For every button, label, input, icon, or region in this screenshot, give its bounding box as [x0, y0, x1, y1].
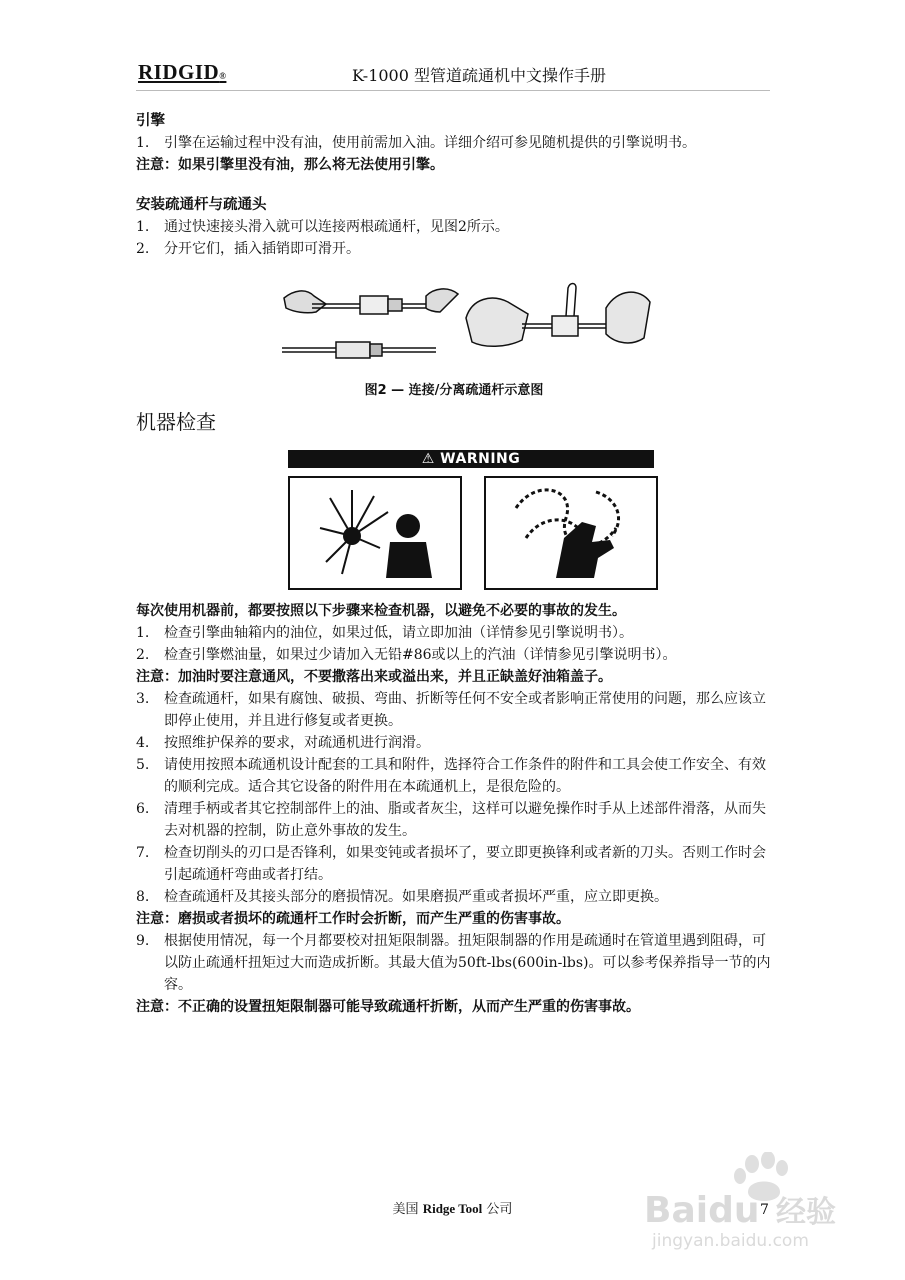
- connecting-rods-drawing: [284, 289, 458, 314]
- list-item-number: 1.: [136, 219, 150, 235]
- list-item-text: 分开它们，插入插销即可滑开。: [164, 241, 360, 257]
- install-list: [136, 216, 772, 260]
- list-item: [136, 216, 772, 238]
- separating-rods-drawing: [466, 284, 650, 347]
- content-body: [136, 110, 772, 1018]
- list-item: [136, 644, 772, 666]
- list-item-text: 请使用按照本疏通机设计配套的工具和附件，选择符合工作条件的附件和工具会使工作安全、有效的顺利完成。适合其它设备的附件用在本疏通机上，是很危险的。: [164, 757, 766, 795]
- inspection-intro: 每次使用机器前，都要按照以下步骤来检查机器，以避免不必要的事故的发生。: [136, 603, 626, 619]
- cable-entanglement-pictogram: [486, 478, 656, 588]
- watermark-cn: 经验: [776, 1195, 836, 1230]
- figure-rod-coupling: [136, 268, 772, 398]
- engine-list: [136, 132, 772, 154]
- list-item-text: 通过快速接头滑入就可以连接两根疏通杆，见图2所示。: [164, 219, 509, 235]
- list-item: [136, 842, 772, 886]
- list-item-text: 清理手柄或者其它控制部件上的油、脂或者灰尘，这样可以避免操作时手从上述部件滑落，从而失去对机器的控制，防止意外事故的发生。: [164, 801, 766, 839]
- footer-company: Ridge Tool: [422, 1201, 483, 1216]
- list-item-number: 9.: [136, 933, 150, 949]
- torque-note: 注意：不正确的设置扭矩限制器可能导致疏通杆折断，从而产生严重的伤害事故。: [136, 999, 640, 1015]
- list-item-text: 按照维护保养的要求，对疏通机进行润滑。: [164, 735, 430, 751]
- list-item: [136, 688, 772, 732]
- list-item-text: 根据使用情况，每一个月都要校对扭矩限制器。扭矩限制器的作用是疏通时在管道里遇到阻碍，可以防止疏通杆扭矩过大而造成折断。其最大值为50ft-lbs(600in-lbs)。可以参考保养指导一节的内容。: [164, 933, 771, 993]
- inspection-list-b: [136, 688, 772, 908]
- page-footer: [0, 1198, 905, 1217]
- list-item-text: 检查疏通杆，如果有腐蚀、破损、弯曲、折断等任何不安全或者影响正常使用的问题，那么应该立即停止使用，并且进行修复或者更换。: [164, 691, 766, 729]
- inspection-list-a: [136, 622, 772, 666]
- list-item-number: 3.: [136, 691, 150, 707]
- warning-label: ⚠ WARNING: [288, 450, 654, 468]
- list-item-text: 引擎在运输过程中没有油，使用前需加入油。详细介绍可参见随机提供的引擎说明书。: [164, 135, 696, 151]
- list-item-text: 检查引擎曲轴箱内的油位，如果过低，请立即加油（详情参见引擎说明书）。: [164, 625, 633, 641]
- list-item-number: 4.: [136, 735, 150, 751]
- rod-coupling-illustration: [136, 268, 772, 378]
- section-title-inspection: 机器检查: [136, 410, 216, 434]
- list-item-number: 8.: [136, 889, 150, 905]
- section-title-engine: 引擎: [136, 113, 165, 129]
- list-item-text: 检查切削头的刃口是否锋利，如果变钝或者损坏了，要立即更换锋利或者新的刀头。否则工作时会引起疏通杆弯曲或者打结。: [164, 845, 766, 883]
- wear-note: 注意：磨损或者损坏的疏通杆工作时会折断，而产生严重的伤害事故。: [136, 911, 570, 927]
- list-item-number: 6.: [136, 801, 150, 817]
- list-item-number: 1.: [136, 625, 150, 641]
- list-item: [136, 622, 772, 644]
- list-item-number: 2.: [136, 241, 150, 257]
- list-item: [136, 754, 772, 798]
- explosion-hazard-pictogram: [290, 478, 460, 588]
- fuel-note: 注意：加油时要注意通风，不要撒落出来或溢出来，并且正缺盖好油箱盖子。: [136, 669, 612, 685]
- section-title-install: 安装疏通杆与疏通头: [136, 197, 267, 213]
- header-divider: [136, 90, 770, 91]
- joined-rod-drawing: [282, 342, 436, 358]
- list-item: [136, 798, 772, 842]
- section-inspection: [136, 408, 772, 1018]
- section-engine: [136, 110, 772, 176]
- list-item-number: 2.: [136, 647, 150, 663]
- figure-caption: 图2 — 连接/分离疏通杆示意图: [364, 383, 544, 398]
- brand-logo: [138, 60, 226, 85]
- footer-prefix: 美国: [392, 1202, 423, 1217]
- watermark-brand: Baidu: [644, 1190, 760, 1231]
- list-item: [136, 930, 772, 996]
- document-title: K-1000 型管道疏通机中文操作手册: [352, 66, 607, 85]
- entanglement-hazard-icon: [484, 476, 658, 590]
- registered-mark: ®: [219, 71, 227, 81]
- engine-note: 注意：如果引擎里没有油，那么将无法使用引擎。: [136, 157, 444, 173]
- list-item: [136, 886, 772, 908]
- list-item-text: 检查疏通杆及其接头部分的磨损情况。如果磨损严重或者损坏严重，应立即更换。: [164, 889, 668, 905]
- list-item: [136, 732, 772, 754]
- page-number: 7: [760, 1202, 769, 1218]
- inspection-list-c: [136, 930, 772, 996]
- list-item-number: 5.: [136, 757, 150, 773]
- list-item: [136, 238, 772, 260]
- watermark-url: jingyan.baidu.com: [652, 1231, 809, 1251]
- explosion-hazard-icon: [288, 476, 462, 590]
- section-install: [136, 194, 772, 398]
- warning-block: [136, 450, 772, 600]
- list-item: [136, 132, 772, 154]
- list-item-text: 检查引擎燃油量，如果过少请加入无铅#86或以上的汽油（详情参见引擎说明书）。: [164, 647, 677, 663]
- brand-name: RIDGID: [138, 60, 220, 84]
- list-item-number: 1.: [136, 135, 150, 151]
- footer-suffix: 公司: [482, 1202, 513, 1217]
- list-item-number: 7.: [136, 845, 150, 861]
